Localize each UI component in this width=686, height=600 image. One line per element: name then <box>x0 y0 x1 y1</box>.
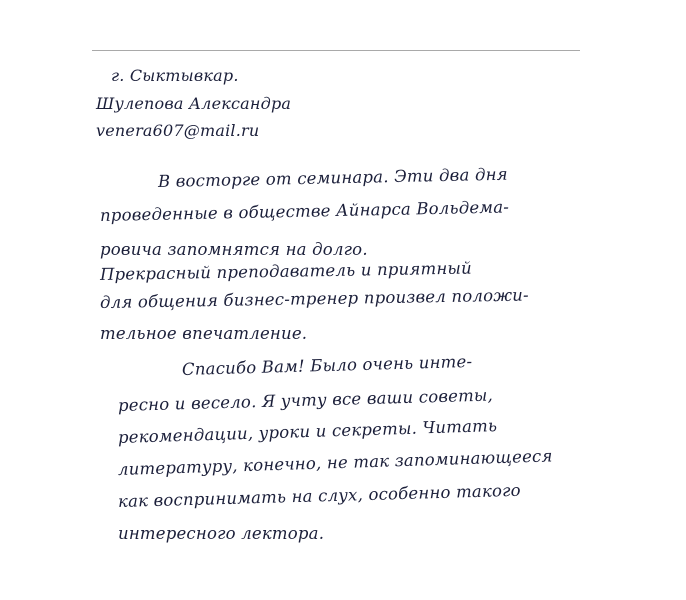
letter-line-3: ровича запомнятся на долго. <box>100 240 368 259</box>
letter-line-6: тельное впечатление. <box>100 324 308 343</box>
letter-line-8: ресно и весело. Я учту все ваши советы, <box>117 385 494 415</box>
letter-line-9: рекомендации, уроки и секреты. Читать <box>117 416 498 447</box>
letter-line-11: как воспринимать на слух, особенно такого <box>117 480 522 511</box>
header-city: г. Сыктывкар. <box>111 66 239 85</box>
header-name: Шулепова Александра <box>96 94 292 113</box>
letter-line-7: Спасибо Вам! Было очень инте- <box>181 351 473 379</box>
letter-line-2: проведенные в обществе Айнарса Вольдема- <box>99 197 510 225</box>
top-rule-line <box>92 50 580 51</box>
letter-line-12: интересного лектора. <box>118 524 325 543</box>
letter-line-5: для общения бизнес-тренер произвел положи- <box>99 285 529 312</box>
letter-line-4: Прекрасный преподаватель и приятный <box>99 258 473 284</box>
header-email: venera607@mail.ru <box>96 121 260 140</box>
letter-line-10: литературу, конечно, не так запоминающееся <box>117 446 553 479</box>
letter-line-1: В восторге от семинара. Эти два дня <box>157 164 509 191</box>
